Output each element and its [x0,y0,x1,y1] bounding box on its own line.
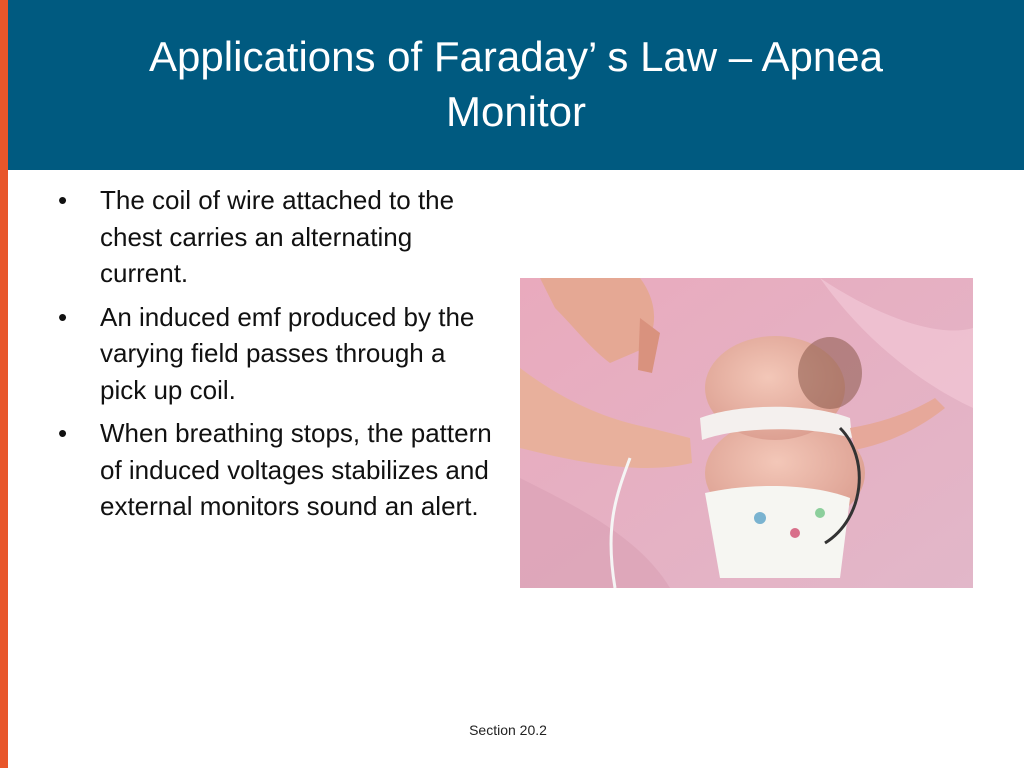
section-label: Section 20.2 [469,722,547,738]
bullet-dot-icon: • [58,185,68,215]
bullet-text: When breathing stops, the pattern of induced voltages stabilizes and external monitors sound an alert. [100,418,492,521]
apnea-monitor-photo [520,278,973,588]
bullet-item [58,182,498,292]
left-accent-stripe [0,0,8,768]
bullet-text: The coil of wire attached to the chest carries an alternating current. [100,185,455,288]
bullet-item [58,299,498,409]
bullet-dot-icon: • [58,301,68,332]
bullet-dot-icon: • [58,418,68,448]
title-bar [8,0,1024,170]
bullet-item [58,415,498,525]
slide-footer [0,722,1024,738]
bullet-list [58,182,498,532]
slide-title: Applications of Faraday’ s Law – Apnea Monitor [149,33,883,135]
bullet-text: An induced emf produced by the varying field passes through a pick up coil. [100,301,475,405]
